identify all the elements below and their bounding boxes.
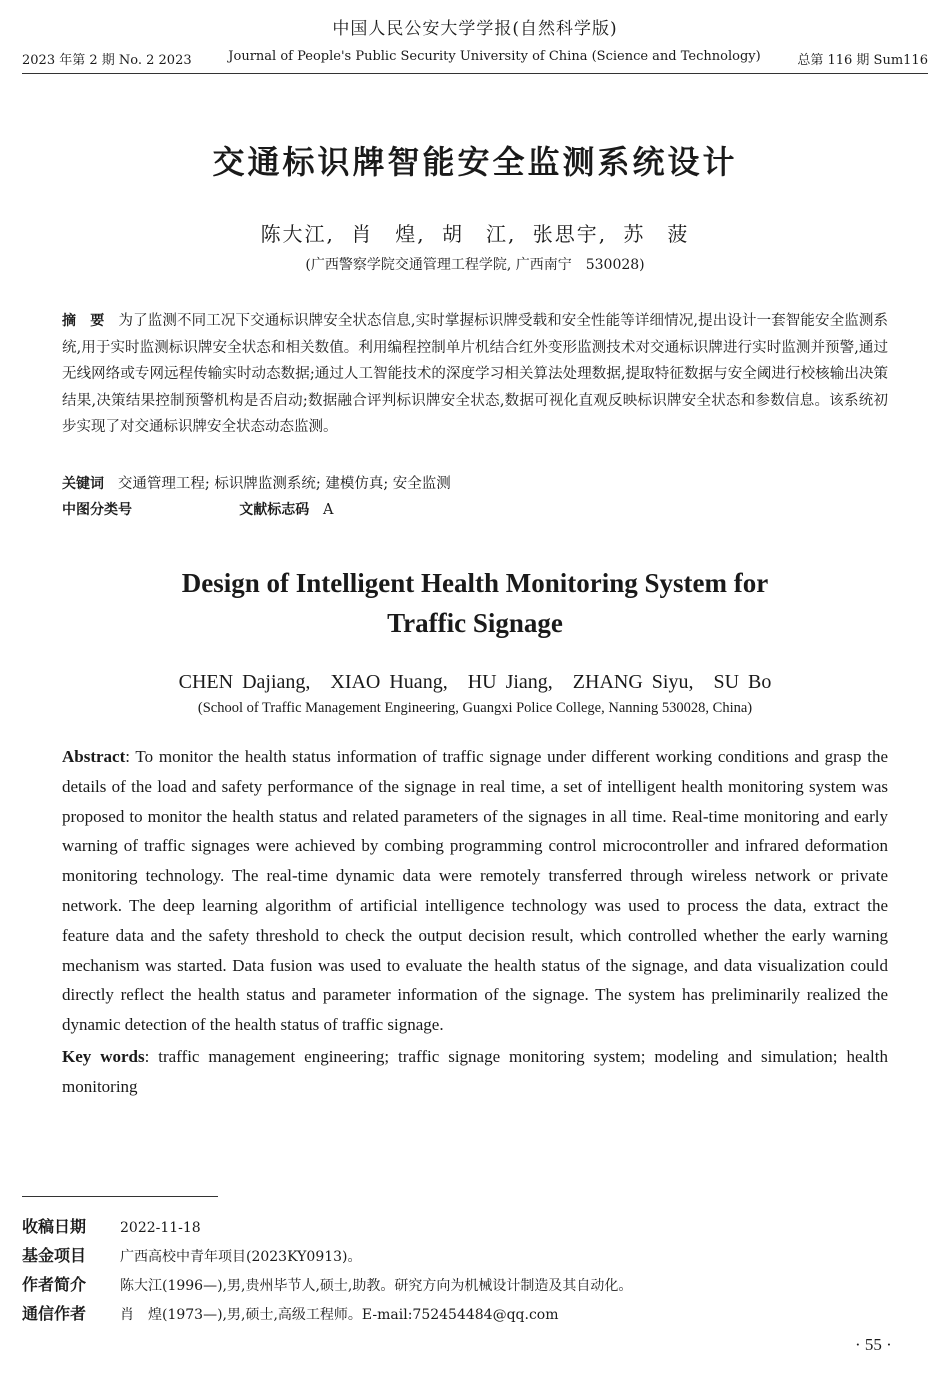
classification-cn (62, 499, 888, 519)
total-issue: 总第 116 期 Sum116 (797, 53, 928, 68)
footnote-author-bio (22, 1272, 922, 1301)
title-en-line2: Traffic Signage (387, 608, 563, 638)
keywords-en-text: traffic management engineering; traffic signage monitoring system; modeling and simulation; health monitoring (62, 1047, 888, 1096)
doc-code-label: 文献标志码 (239, 502, 310, 518)
footnote-label: 基金项目 (22, 1246, 87, 1265)
abstract-en-label: Abstract (62, 747, 126, 766)
page-number: · 55 · (855, 1335, 892, 1354)
footnote-received (22, 1214, 922, 1243)
authors-cn: 陈大江, 肖 煌, 胡 江, 张思宇, 苏 菠 (260, 222, 690, 246)
title-cn: 交通标识牌智能安全监测系统设计 (212, 143, 738, 181)
abstract-cn (62, 308, 888, 441)
issue-cn: 2023 年第 2 期 No. 2 2023 (22, 53, 192, 68)
keywords-en: Key words: traffic management engineering; traffic signage monitoring system; modeling and simulation; health monitoring (62, 1047, 888, 1096)
footnote-text: 肖 煌(1973—),男,硕士,高级工程师。E-mail:752454484@qq.com (120, 1307, 559, 1323)
footnote-text: 广西高校中青年项目(2023KY0913)。 (120, 1249, 362, 1265)
title-en-line1: Design of Intelligent Health Monitoring System for (181, 568, 769, 598)
clc-label: 中图分类号 (62, 502, 132, 518)
doc-code: A (323, 502, 334, 518)
authors-en: CHEN Dajiang, XIAO Huang, HU Jiang, ZHANG Siyu, SU Bo (178, 671, 772, 693)
keywords-en-label: Key words (62, 1047, 145, 1066)
abstract-en: Abstract: To monitor the health status information of traffic signage under different working conditions and grasp the details of the load and safety performance of the signage in real time, a set of intelligent health monitoring system was proposed to monitor the health status and related parameters of the signages in all time. Real-time monitoring and early warning of traffic signages were achieved by combing programming control microcontroller and infrared deformation monitoring technology. The real-time dynamic data were remotely transferred through wireless network or private network. The deep learning algorithm of artificial intelligence technology was used to process the data, extract the feature data and the safety threshold to check the output decision result, which controlled whether the early warning mechanism was started. Data fusion was used to evaluate the health status of the signage, and data visualization could directly reflect the health status and parameter information of the signage. The system has preliminarily realized the dynamic detection of the health status of traffic signage. (62, 747, 889, 1035)
abstract-cn-label: 摘 要 (62, 313, 105, 329)
footnote-label: 通信作者 (22, 1304, 87, 1323)
title-en (0, 563, 950, 643)
header-rule (22, 73, 928, 74)
footnote-text: 2022-11-18 (120, 1220, 201, 1236)
keywords-cn-text: 交通管理工程; 标识牌监测系统; 建模仿真; 安全监测 (117, 476, 451, 492)
footnote-label: 作者简介 (22, 1275, 87, 1294)
footnotes (22, 1214, 922, 1330)
running-header (22, 49, 928, 68)
footnote-funding (22, 1243, 922, 1272)
footnote-corresponding (22, 1301, 922, 1330)
affiliation-en: (School of Traffic Management Engineering, Guangxi Police College, Nanning 530028, China) (197, 700, 753, 716)
affiliation-cn: (广西警察学院交通管理工程学院, 广西南宁 530028) (305, 257, 645, 273)
footnote-rule (22, 1196, 218, 1197)
abstract-en-text: To monitor the health status information of traffic signage under different working conditions and grasp the details of the load and safety performance of the signage in real time, a set of intelligent health monitoring system was proposed to monitor the health status and related parameters of the signages in all time. Real-time monitoring and early warning of traffic signages were achieved by combing programming control microcontroller and infrared deformation monitoring technology. The real-time dynamic data were remotely transferred through wireless network or private network. The deep learning algorithm of artificial intelligence technology was used to process the data, extract the feature data and the safety threshold to check the output decision result, which controlled whether the early warning mechanism was started. Data fusion was used to evaluate the health status of the signage, and data visualization could directly reflect the health status and parameter information of the signage. The system has preliminarily realized the dynamic detection of the health status of traffic signage. (62, 747, 889, 1035)
footnote-text: 陈大江(1996—),男,贵州毕节人,硕士,助教。研究方向为机械设计制造及其自动化。 (120, 1278, 633, 1294)
keywords-cn-label: 关键词 (62, 476, 104, 492)
journal-name-cn: 中国人民公安大学学报(自然科学版) (332, 19, 618, 39)
keywords-cn (62, 472, 888, 493)
footnote-label: 收稿日期 (22, 1217, 87, 1236)
abstract-cn-text: 为了监测不同工况下交通标识牌安全状态信息,实时掌握标识牌受载和安全性能等详细情况,提出设计一套智能安全监测系统,用于实时监测标识牌安全状态和相关数值。利用编程控制单片机结合红外变形监测技术对交通标识牌进行实时监测并预警,通过无线网络或专网远程传输实时动态数据;通过人工智能技术的深度学习相关算法处理数据,提取特征数据与安全阈进行校核输出决策结果,决策结果控制预警机构是否启动;数据融合评判标识牌安全状态,数据可视化直观反映标识牌安全状态和参数信息。该系统初步实现了对交通标识牌安全状态动态监测。 (62, 313, 889, 435)
journal-name-en: Journal of People's Public Security University of China (Science and Technology) (228, 49, 761, 64)
